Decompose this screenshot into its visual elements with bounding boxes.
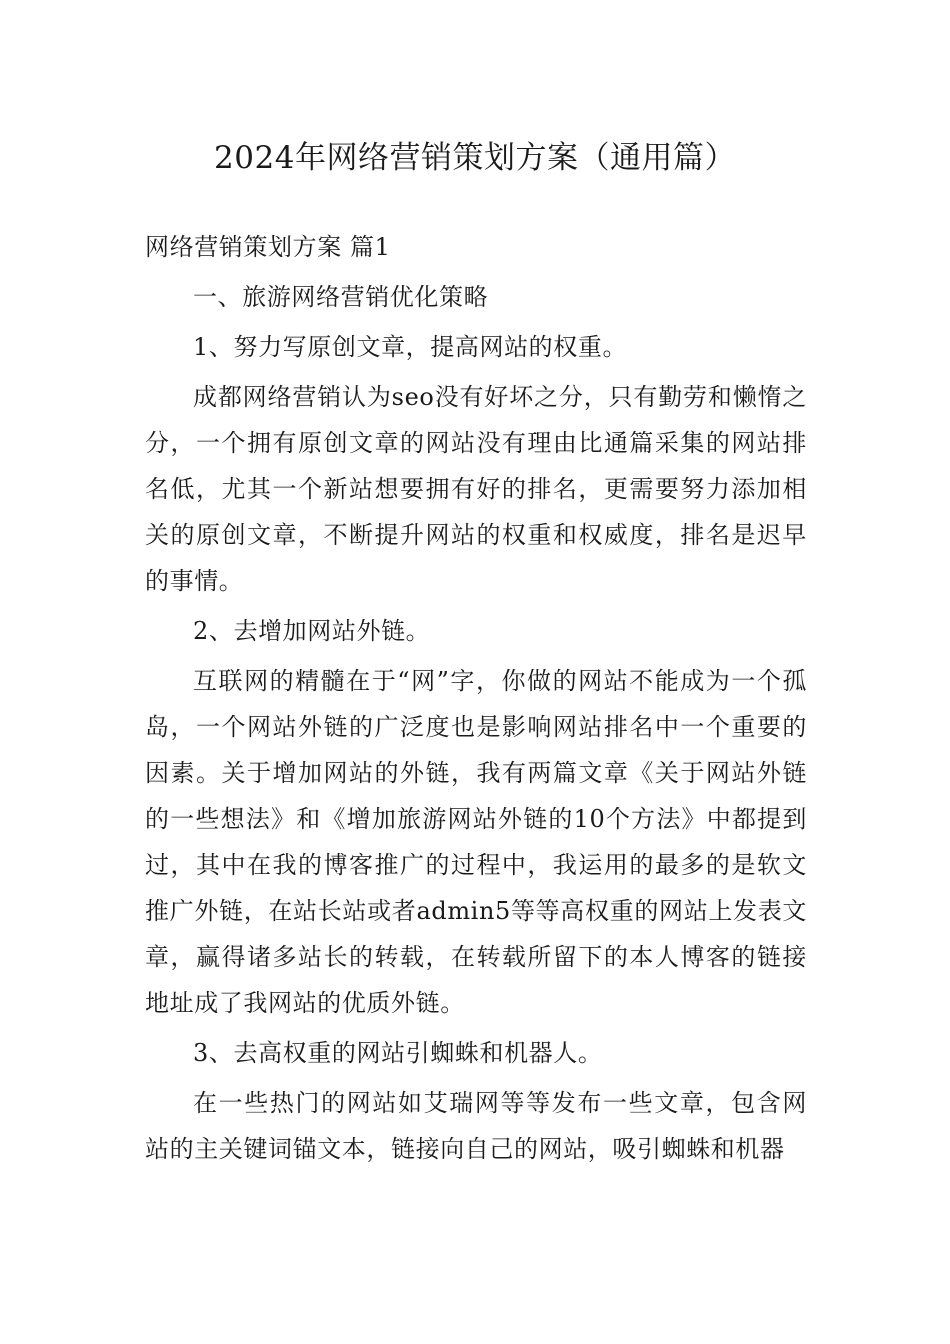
- body-paragraph: 在一些热门的网站如艾瑞网等等发布一些文章，包含网站的主关键词锚文本，链接向自己的网站，吸引蜘蛛和机器: [145, 1089, 807, 1163]
- document-body: [145, 224, 807, 1172]
- document-title: 2024年网络营销策划方案（通用篇）: [214, 140, 736, 176]
- body-paragraph: 互联网的精髓在于“网”字，你做的网站不能成为一个孤岛，一个网站外链的广泛度也是影响网站排名中一个重要的因素。关于增加网站的外链，我有两篇文章《关于网站外链的一些想法》和《增加旅游网站外链的10个方法》中都提到过，其中在我的博客推广的过程中，我运用的最多的是软文推广外链，在站长站或者admin5等等高权重的网站上发表文章，赢得诸多站长的转载，在转载所留下的本人博客的链接地址成了我网站的优质外链。: [145, 667, 807, 1017]
- item-heading: 2、去增加网站外链。: [193, 617, 431, 645]
- section-heading: 网络营销策划方案 篇1: [145, 233, 391, 261]
- item-heading: 1、努力写原创文章，提高网站的权重。: [193, 333, 628, 361]
- body-paragraph: 成都网络营销认为seo没有好坏之分，只有勤劳和懒惰之分，一个拥有原创文章的网站没有理由比通篇采集的网站排名低，尤其一个新站想要拥有好的排名，更需要努力添加相关的原创文章，不断提升网站的权重和权威度，排名是迟早的事情。: [145, 383, 807, 595]
- item-heading: 3、去高权重的网站引蜘蛛和机器人。: [193, 1039, 603, 1067]
- subsection-heading: 一、旅游网络营销优化策略: [193, 283, 489, 311]
